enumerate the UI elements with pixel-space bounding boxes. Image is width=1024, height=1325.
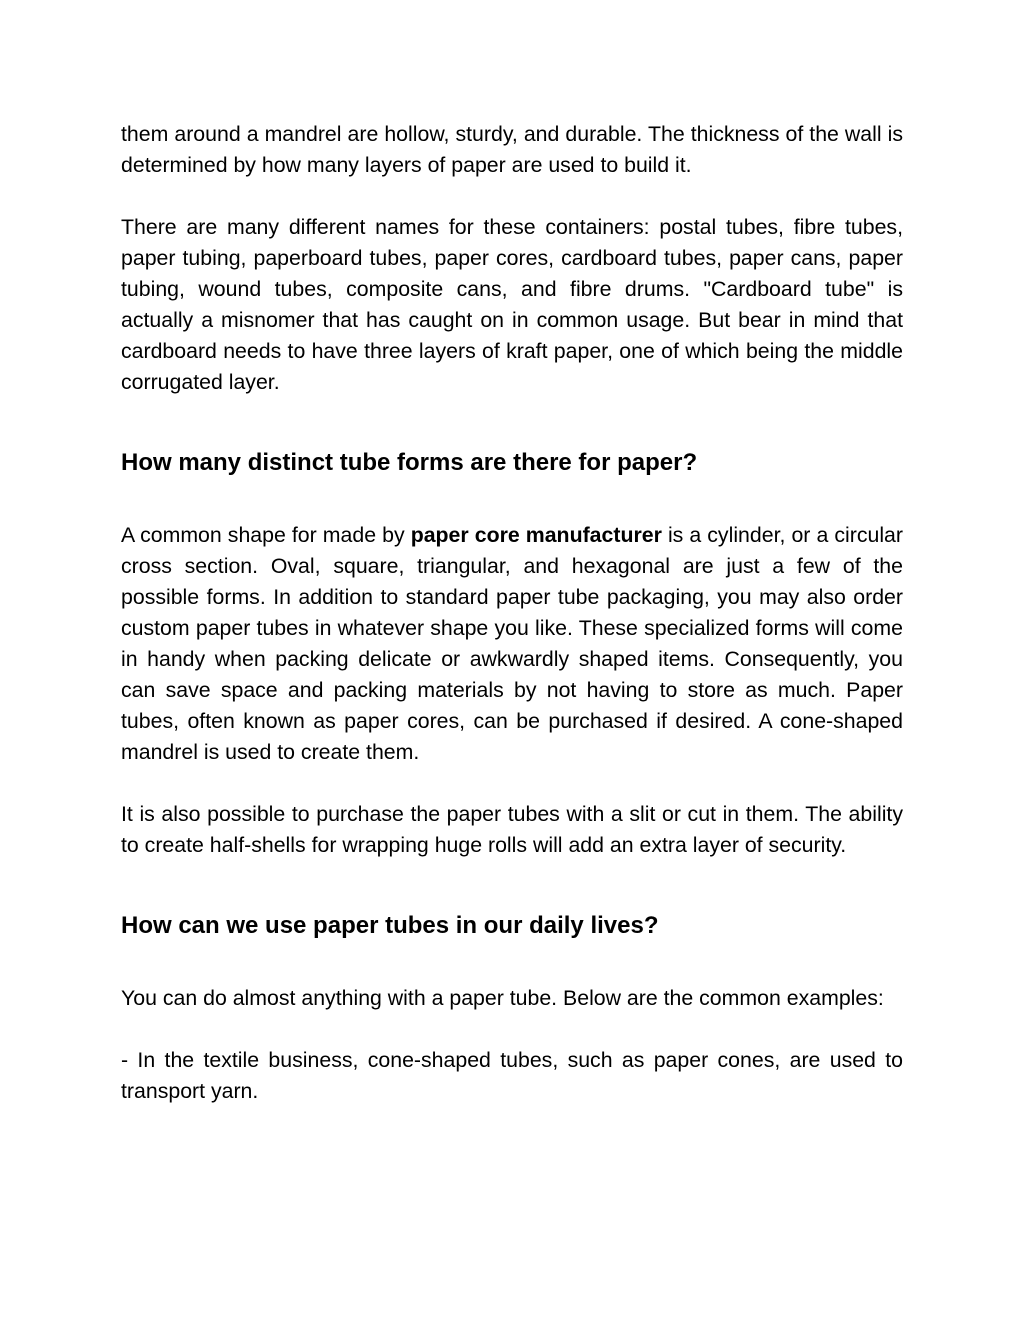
paragraph-container-names: There are many different names for these containers: postal tubes, fibre tubes, paper tubing, paperboard tubes, paper cores, cardboard tubes, paper cans, paper tubing, wound tubes, composite cans, and fibre drums. "Cardboard tube" is actually a misnomer that has caught on in common usage. But bear in mind that cardboard needs to have three layers of kraft paper, one of which being the middle corrugated layer. [121, 215, 903, 394]
section-spacer [121, 398, 903, 446]
document-page [121, 119, 903, 1107]
paragraph-common-shape-start: A common shape for made by [121, 523, 411, 547]
paragraph-slit-tubes: It is also possible to purchase the paper tubes with a slit or cut in them. The ability to create half-shells for wrapping huge rolls will add an extra layer of security. [121, 802, 903, 857]
paragraph-spacer [121, 181, 903, 212]
paragraph-common-shape [121, 520, 903, 768]
heading-daily-uses: How can we use paper tubes in our daily lives? [121, 912, 659, 939]
list-item-textile: - In the textile business, cone-shaped tubes, such as paper cones, are used to transport yarn. [121, 1048, 903, 1103]
paragraph-spacer [121, 768, 903, 799]
paragraph-mandrel-wall: them around a mandrel are hollow, sturdy, and durable. The thickness of the wall is determined by how many layers of paper are used to build it. [121, 122, 903, 177]
paragraph-common-shape-rest: is a cylinder, or a circular cross section. Oval, square, triangular, and hexagonal are just a few of the possible forms. In addition to standard paper tube packaging, you may also order custom paper tubes in whatever shape you like. These specialized forms will come in handy when packing delicate or awkwardly shaped items. Consequently, you can save space and packing materials by not having to store as much. Paper tubes, often known as paper cores, can be purchased if desired. A cone-shaped mandrel is used to create them. [121, 523, 903, 764]
paragraph-spacer [121, 1014, 903, 1045]
paragraph-uses-intro: You can do almost anything with a paper tube. Below are the common examples: [121, 986, 884, 1010]
heading-spacer [121, 943, 903, 983]
section-spacer [121, 861, 903, 909]
heading-tube-forms: How many distinct tube forms are there for paper? [121, 449, 698, 476]
heading-spacer [121, 480, 903, 520]
keyword-paper-core-manufacturer: paper core manufacturer [410, 523, 662, 547]
